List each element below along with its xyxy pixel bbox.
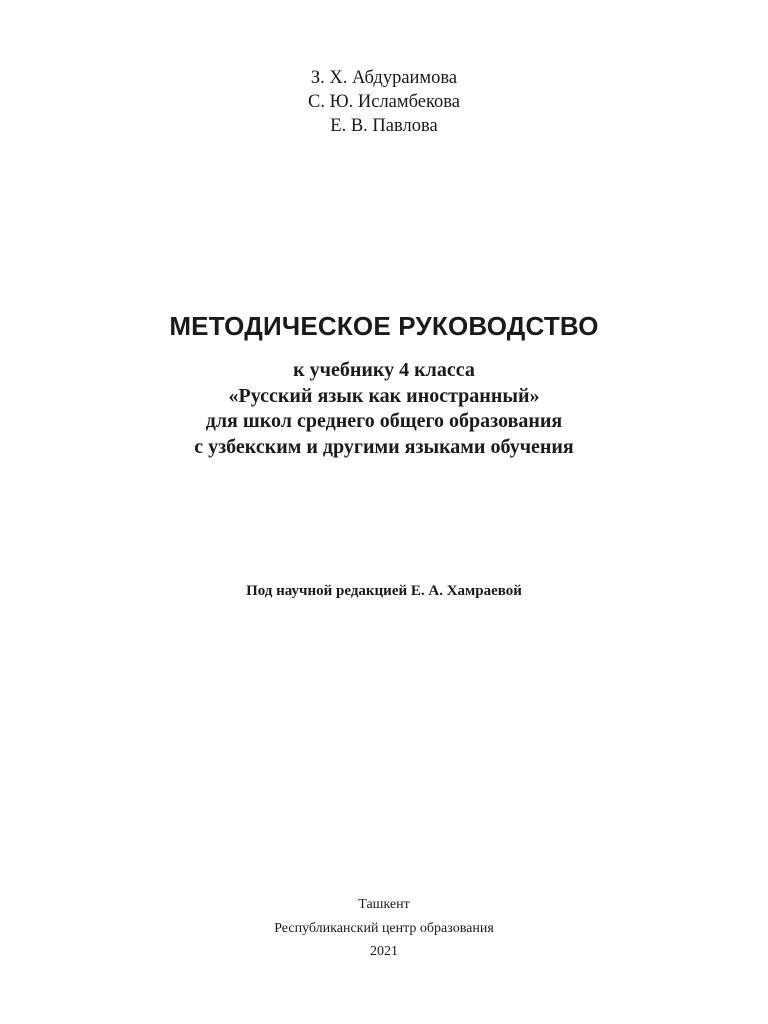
publisher-name: Республиканский центр образования <box>274 920 494 936</box>
author-list <box>0 66 768 138</box>
author-name: З. Х. Абдураимова <box>310 68 458 88</box>
publisher-city: Ташкент <box>358 897 410 912</box>
publication-year: 2021 <box>370 944 398 959</box>
subtitle-line: к учебнику 4 класса <box>293 359 475 381</box>
author-name: С. Ю. Исламбекова <box>308 92 460 112</box>
book-subtitle <box>0 358 768 460</box>
editor-credit: Под научной редакцией Е. А. Хамраевой <box>246 583 522 599</box>
author-name: Е. В. Павлова <box>330 116 438 136</box>
subtitle-line: с узбекским и другими языками обучения <box>194 435 574 458</box>
book-title: МЕТОДИЧЕСКОЕ РУКОВОДСТВО <box>169 311 599 341</box>
subtitle-line: «Русский язык как иностранный» <box>228 384 540 407</box>
subtitle-line: для школ среднего общего образования <box>205 410 563 432</box>
publisher-info <box>0 893 768 964</box>
